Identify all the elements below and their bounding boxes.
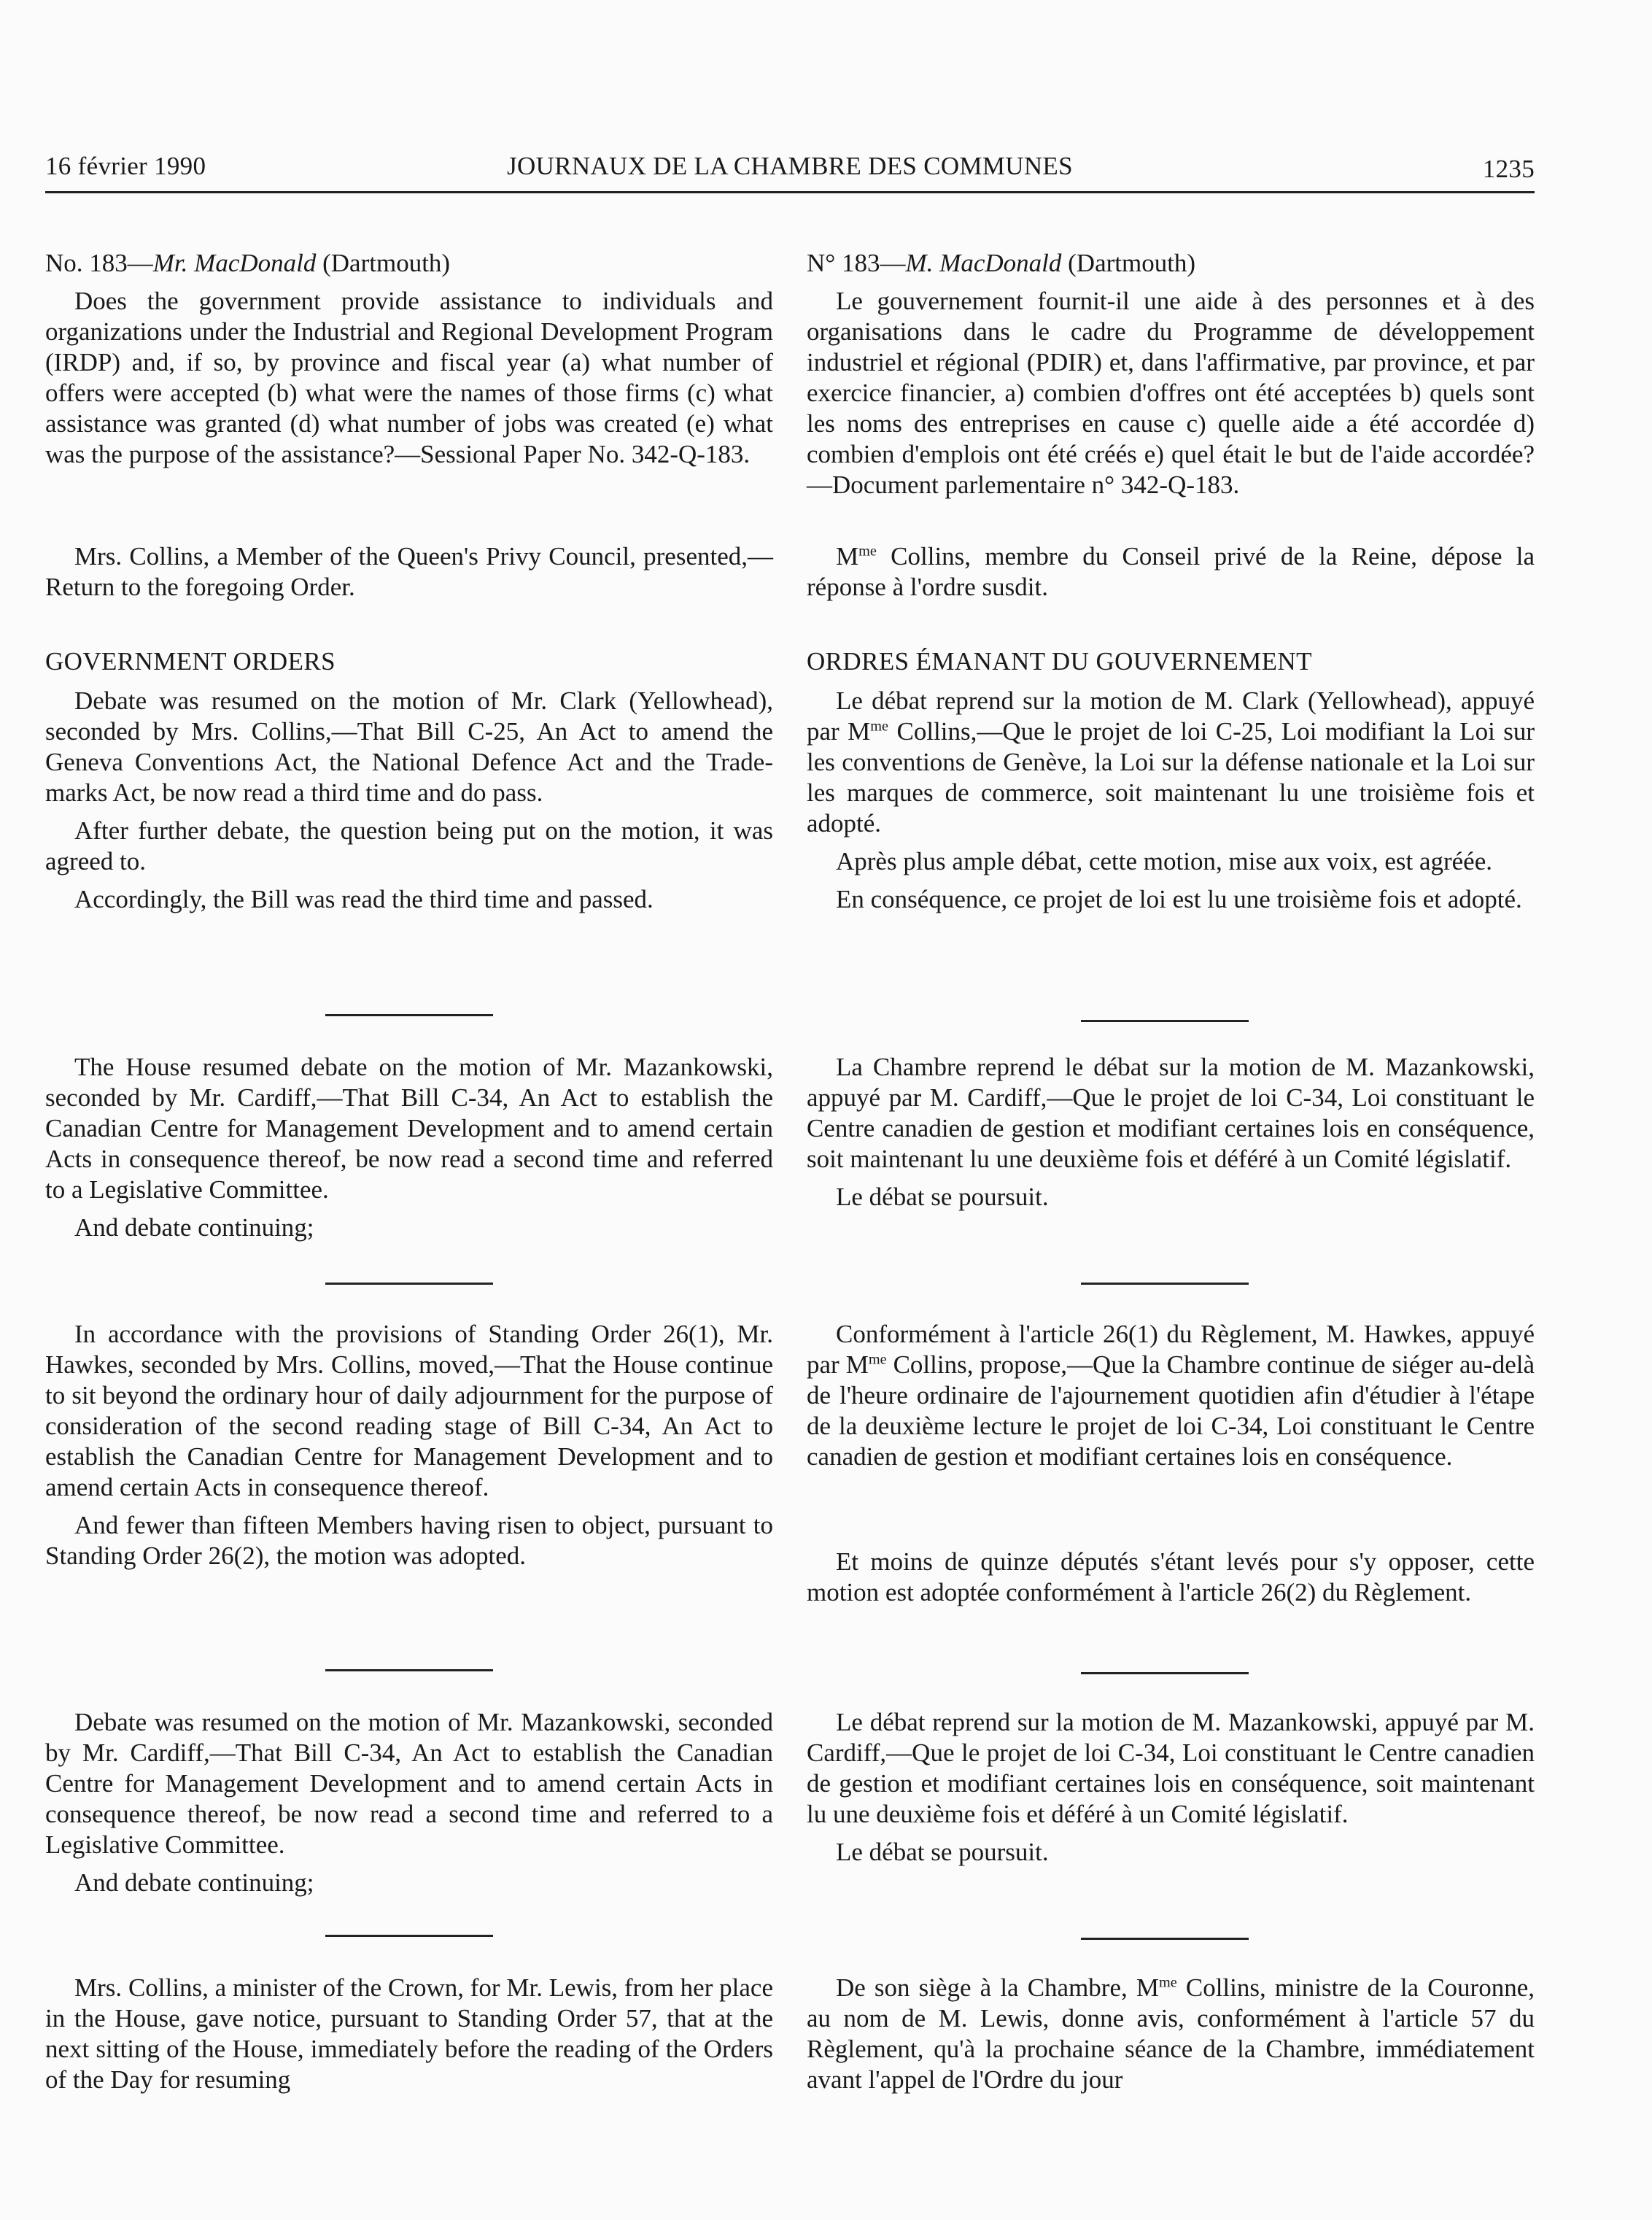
c25-debate: Debate was resumed on the motion of Mr. Clark (Yellowhead), seconded by Mrs. Collins,—That Bill C-25, An Act to amend the Geneva Conventions Act, the National Defence Act and the Trade-marks Act, be now read a third time and do pass. — [45, 687, 773, 807]
c25-further-debate: After further debate, the question being put on the motion, it was agreed to. — [45, 816, 773, 875]
government-orders-heading-fr: ORDRES ÉMANANT DU GOUVERNEMENT — [807, 647, 1312, 676]
standing-order-26-adopted-block-fr — [807, 1547, 1535, 1615]
header-title: JOURNAUX DE LA CHAMBRE DES COMMUNES — [507, 152, 1073, 180]
c34-resumed: The House resumed debate on the motion of Mr. Mazankowski, seconded by Mr. Cardiff,—That Bill C-34, An Act to establish the Canadian Centre for Management Development and to amend certain Acts in consequence thereof, be now read a second time and referred to a Legislative Committee. — [45, 1053, 773, 1204]
government-orders-block — [45, 646, 773, 922]
c34-debate-block-2 — [45, 1707, 773, 1906]
c34-resumed-2: Debate was resumed on the motion of Mr. Mazankowski, seconded by Mr. Cardiff,—That Bill C-34, An Act to establish the Canadian Centre for Management Development and to amend certain Acts in consequence thereof, be now read a second time and referred to a Legislative Committee. — [45, 1708, 773, 1859]
c25-further-debate-fr: Après plus ample débat, cette motion, mise aux voix, est agréée. — [836, 847, 1493, 875]
notice-block — [45, 1973, 773, 2103]
section-divider — [325, 1669, 493, 1671]
section-divider — [1081, 1672, 1249, 1674]
c25-passed: Accordingly, the Bill was read the third time and passed. — [74, 885, 654, 913]
c34-continuing-2: And debate continuing; — [74, 1868, 314, 1897]
standing-order-26-motion-fr: Conformément à l'article 26(1) du Règlement, M. Hawkes, appuyé par $M^{me}$ Collins, propose,—Que la Chambre continue de siéger au-delà de l'heure ordinaire de l'ajournement quotidien afin d'étudier à l'étape de la deuxième lecture le projet de loi C-34, Loi constituant le Centre canadien de gestion et modifiant certaines lois en conséquence. — [807, 1320, 1535, 1471]
c25-passed-fr: En conséquence, ce projet de loi est lu une troisième fois et adopté. — [836, 885, 1522, 913]
question-183-return-block-fr — [807, 541, 1535, 610]
government-orders-block-fr — [807, 646, 1535, 922]
c34-debate-block-fr — [807, 1052, 1535, 1220]
c34-continuing-fr: Le débat se poursuit. — [836, 1183, 1049, 1211]
section-divider — [1081, 1283, 1249, 1285]
standing-order-26-adopted: And fewer than fifteen Members having risen to object, pursuant to Standing Order 26(2), the motion was adopted. — [45, 1511, 773, 1570]
standing-order-26-block-fr — [807, 1319, 1535, 1480]
question-183-return: Mrs. Collins, a Member of the Queen's Privy Council, presented,—Return to the foregoing Order. — [45, 542, 773, 601]
section-divider — [1081, 1938, 1249, 1940]
question-183-block-fr — [807, 248, 1535, 508]
question-183-text-fr: Le gouvernement fournit-il une aide à des personnes et à des organisations dans le cadre du Programme de développement industriel et régional (PDIR) et, dans l'affirmative, par province, et par exercice financier, a) combien d'offres ont été acceptées b) quels sont les noms des entreprises en cause c) quelle aide a été accordée d) combien d'emplois ont été créés e) quel était le but de l'aide accordée?—Document parlementaire n° 342-Q-183. — [807, 287, 1535, 499]
c34-debate-block — [45, 1052, 773, 1250]
c34-continuing: And debate continuing; — [74, 1213, 314, 1242]
standing-order-26-adopted-fr: Et moins de quinze députés s'étant levés pour s'y opposer, cette motion est adoptée conformément à l'article 26(2) du Règlement. — [807, 1547, 1535, 1606]
standing-order-26-motion: In accordance with the provisions of Standing Order 26(1), Mr. Hawkes, seconded by Mrs. Collins, moved,—That the House continue to sit beyond the ordinary hour of daily adjournment for the purpose of consideration of the second reading stage of Bill C-34, An Act to establish the Canadian Centre for Management Development and to amend certain Acts in consequence thereof. — [45, 1320, 773, 1501]
question-183-text: Does the government provide assistance to individuals and organizations under the Industrial and Regional Development Program (IRDP) and, if so, by province and fiscal year (a) what number of offers were accepted (b) what were the names of those firms (c) what assistance was granted (d) what number of jobs was created (e) what was the purpose of the assistance?—Sessional Paper No. 342-Q-183. — [45, 287, 773, 468]
c25-debate-fr: Le débat reprend sur la motion de M. Clark (Yellowhead), appuyé par $M^{me}$ Collins,—Que le projet de loi C-25, Loi modifiant la Loi sur les conventions de Genève, la Loi sur la défense nationale et la Loi sur les marques de commerce, soit maintenant lu une troisième fois et adopté. — [807, 687, 1535, 838]
page-header — [45, 146, 1535, 193]
c34-resumed-2-fr: Le débat reprend sur la motion de M. Mazankowski, appuyé par M. Cardiff,—Que le projet de loi C-34, Loi constituant le Centre canadien de gestion et modifiant certaines lois en conséquence, soit maintenant lu une deuxième fois et déféré à un Comité législatif. — [807, 1708, 1535, 1828]
question-183-title-fr: N° 183—M. MacDonald (Dartmouth) — [807, 249, 1196, 277]
header-date: 16 février 1990 — [45, 152, 206, 180]
section-divider — [325, 1014, 493, 1016]
c34-continuing-2-fr: Le débat se poursuit. — [836, 1838, 1049, 1866]
standing-order-26-block — [45, 1319, 773, 1579]
notice-text-fr: De son siège à la Chambre, $M^{me}$ Collins, ministre de la Couronne, au nom de M. Lewis, donne avis, conformément à l'article 57 du Règlement, qu'à la prochaine séance de la Chambre, immédiatement avant l'appel de l'Ordre du jour — [807, 1973, 1535, 2094]
notice-block-fr — [807, 1973, 1535, 2103]
c34-resumed-fr: La Chambre reprend le débat sur la motion de M. Mazankowski, appuyé par M. Cardiff,—Que le projet de loi C-34, Loi constituant le Centre canadien de gestion et modifiant certaines lois en conséquence, soit maintenant lu une deuxième fois et déféré à un Comité législatif. — [807, 1053, 1535, 1173]
question-183-return-fr: $M^{me}$ Collins, membre du Conseil privé de la Reine, dépose la réponse à l'ordre susdit. — [807, 542, 1535, 601]
question-183-return-block — [45, 541, 773, 610]
section-divider — [1081, 1020, 1249, 1022]
question-183-block — [45, 248, 773, 477]
section-divider — [325, 1935, 493, 1937]
government-orders-heading: GOVERNMENT ORDERS — [45, 647, 336, 676]
page-number: 1235 — [1482, 155, 1535, 183]
c34-debate-block-2-fr — [807, 1707, 1535, 1875]
notice-text: Mrs. Collins, a minister of the Crown, for Mr. Lewis, from her place in the House, gave notice, pursuant to Standing Order 57, that at the next sitting of the House, immediately before the reading of the Orders of the Day for resuming — [45, 1973, 773, 2094]
section-divider — [325, 1283, 493, 1285]
question-183-title: No. 183—Mr. MacDonald (Dartmouth) — [45, 249, 451, 277]
